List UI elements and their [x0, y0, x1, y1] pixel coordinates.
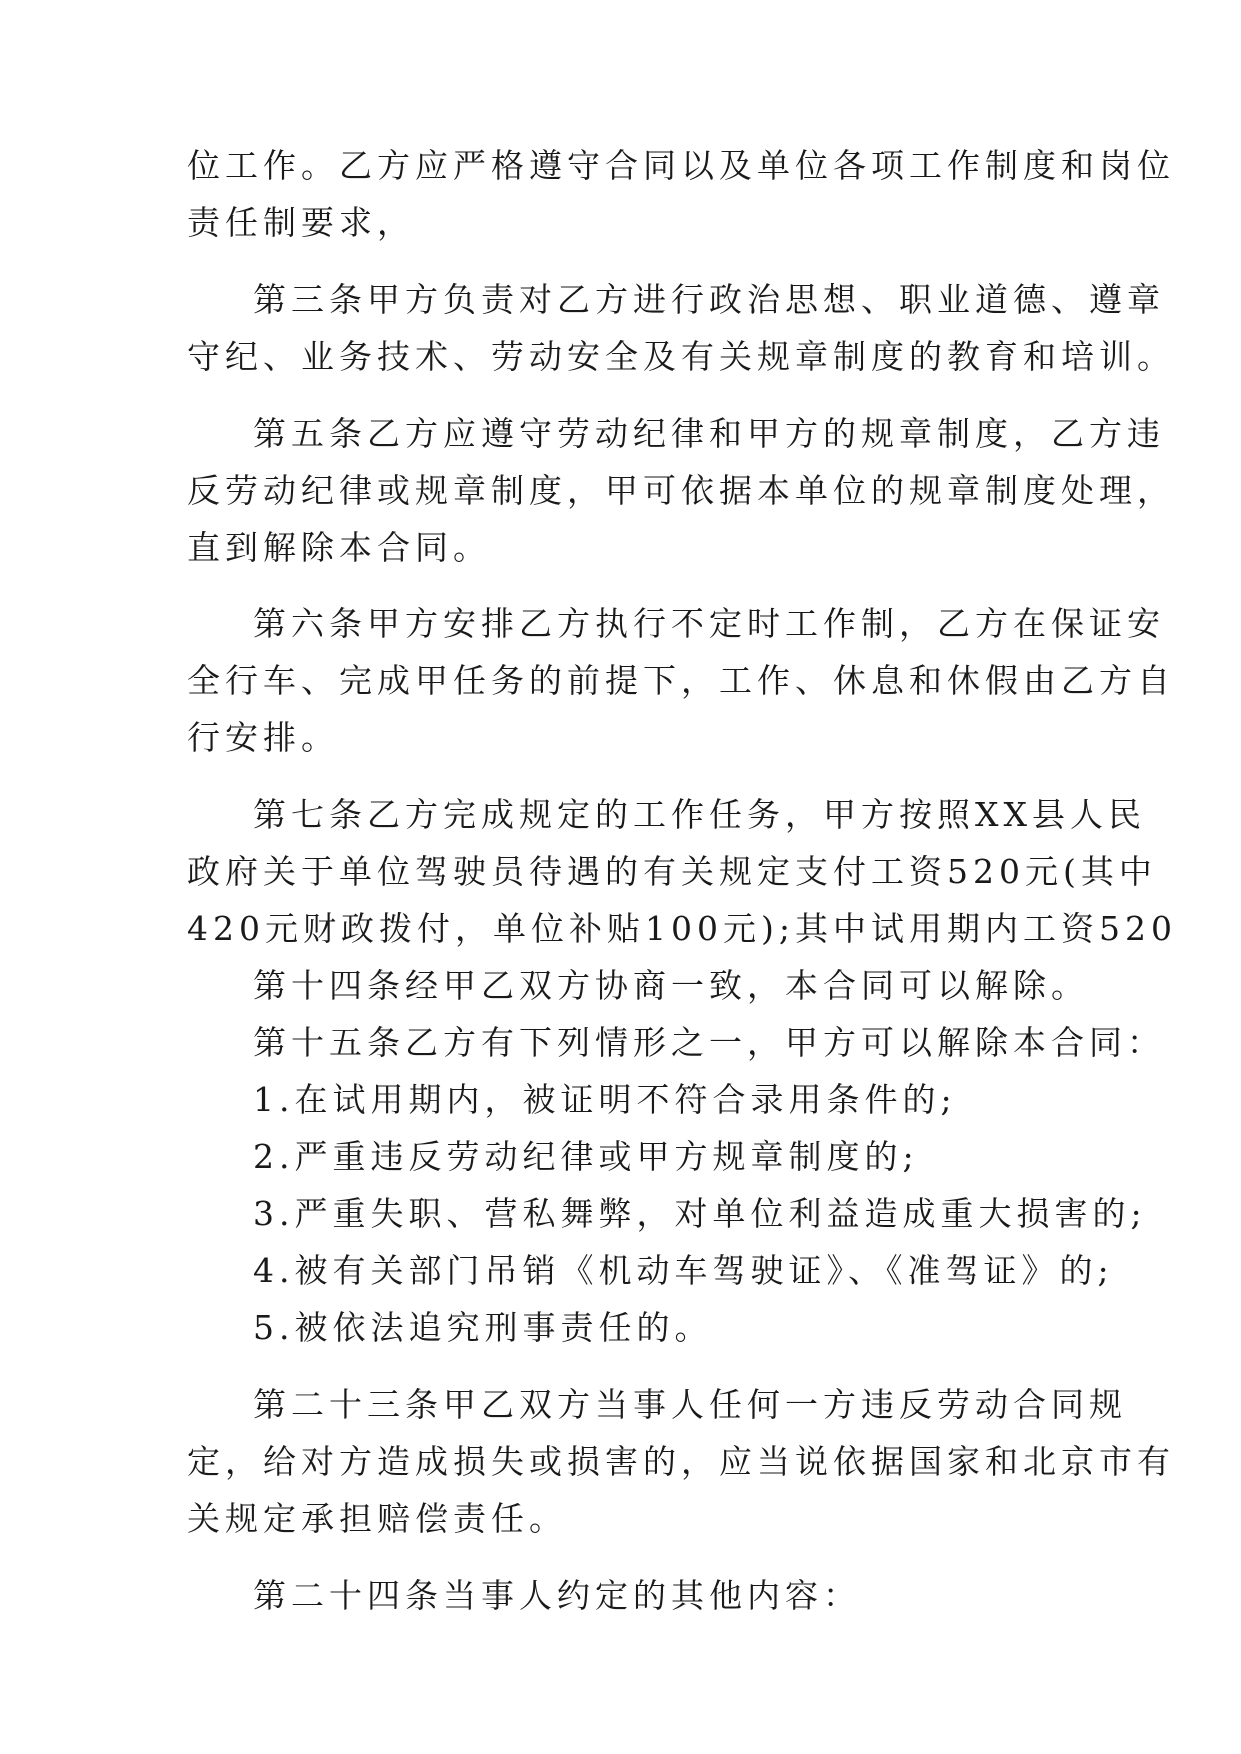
text-line-14: 第十四条经甲乙双方协商一致，本合同可以解除。 [253, 966, 1089, 1005]
text-line-6: 反劳动纪律或规章制度，甲可依据本单位的规章制度处理， [187, 471, 1175, 510]
text-line-24: 第二十四条当事人约定的其他内容： [253, 1576, 861, 1615]
list-item-1: 1.在试用期内，被证明不符合录用条件的; [253, 1080, 957, 1119]
list-item-4: 4.被有关部门吊销《机动车驾驶证》、《准驾证》的; [253, 1251, 1114, 1290]
list-item-5: 5.被依法追究刑事责任的。 [253, 1308, 713, 1347]
text-line-21: 第二十三条甲乙双方当事人任何一方违反劳动合同规 [253, 1385, 1127, 1424]
text-line-9: 全行车、完成甲任务的前提下，工作、休息和休假由乙方自 [187, 661, 1175, 700]
text-line-8: 第六条甲方安排乙方执行不定时工作制，乙方在保证安 [253, 604, 1165, 643]
text-line-7: 直到解除本合同。 [187, 528, 491, 567]
text-line-15: 第十五条乙方有下列情形之一，甲方可以解除本合同： [253, 1023, 1165, 1062]
text-line-2: 责任制要求， [187, 203, 415, 242]
text-line-22: 定，给对方造成损失或损害的，应当说依据国家和北京市有 [187, 1442, 1175, 1481]
text-line-5: 第五条乙方应遵守劳动纪律和甲方的规章制度，乙方违 [253, 414, 1165, 453]
text-line-13: 420元财政拨付，单位补贴100元);其中试用期内工资520 [187, 909, 1177, 948]
list-item-3: 3.严重失职、营私舞弊，对单位利益造成重大损害的; [253, 1194, 1147, 1233]
text-line-10: 行安排。 [187, 718, 339, 757]
text-line-4: 守纪、业务技术、劳动安全及有关规章制度的教育和培训。 [187, 337, 1175, 376]
text-line-1: 位工作。乙方应严格遵守合同以及单位各项工作制度和岗位 [187, 146, 1175, 185]
text-line-12: 政府关于单位驾驶员待遇的有关规定支付工资520元(其中 [187, 852, 1157, 891]
text-line-3: 第三条甲方负责对乙方进行政治思想、职业道德、遵章 [253, 280, 1165, 319]
text-line-11: 第七条乙方完成规定的工作任务，甲方按照XX县人民 [253, 795, 1146, 834]
text-line-23: 关规定承担赔偿责任。 [187, 1499, 567, 1538]
list-item-2: 2.严重违反劳动纪律或甲方规章制度的; [253, 1137, 919, 1176]
